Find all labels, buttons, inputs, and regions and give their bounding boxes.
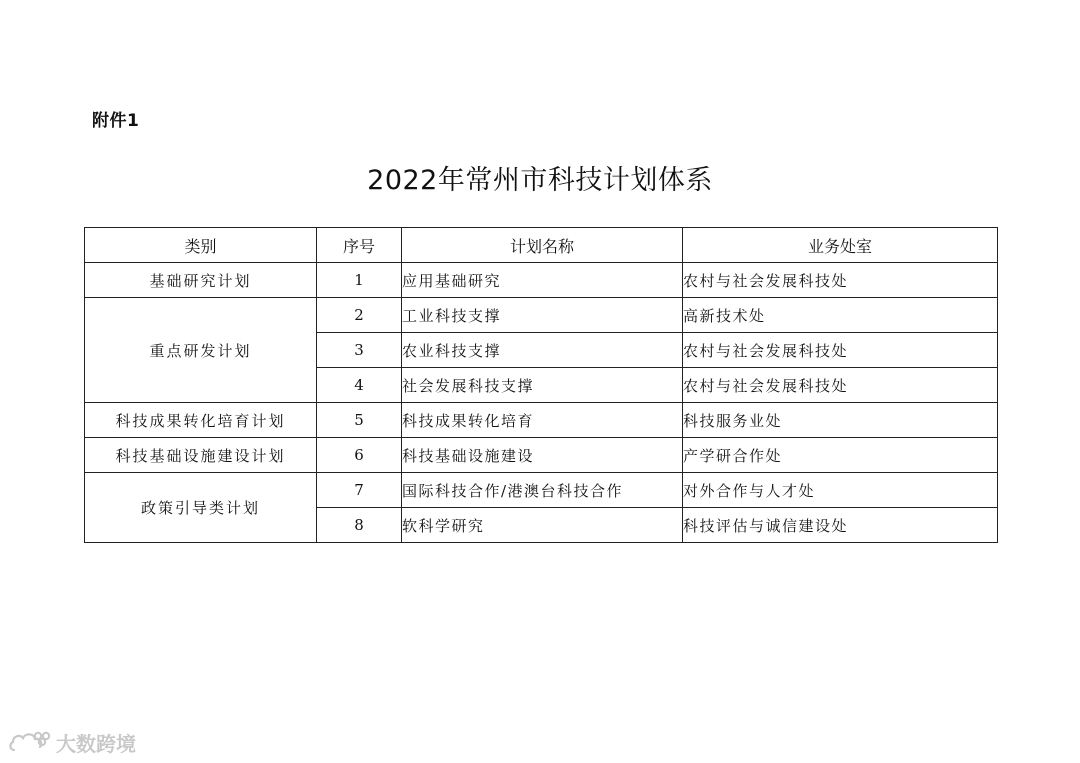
plan-name-cell: 国际科技合作/港澳台科技合作 [402,473,683,508]
plan-name-cell: 工业科技支撑 [402,298,683,333]
number-cell: 7 [317,473,402,508]
plan-name-cell: 科技成果转化培育 [402,403,683,438]
header-number: 序号 [317,228,402,263]
table-row [85,473,998,508]
table-row [85,403,998,438]
header-plan-name: 计划名称 [402,228,683,263]
office-cell: 高新技术处 [683,298,998,333]
table-header-row [85,228,998,263]
office-cell: 科技服务业处 [683,403,998,438]
header-office: 业务处室 [683,228,998,263]
office-cell: 农村与社会发展科技处 [683,333,998,368]
category-cell: 基础研究计划 [85,263,317,298]
number-cell: 8 [317,508,402,543]
number-cell: 5 [317,403,402,438]
plan-name-cell: 社会发展科技支撑 [402,368,683,403]
plan-system-table [84,227,998,543]
plan-name-cell: 科技基础设施建设 [402,438,683,473]
category-cell: 科技基础设施建设计划 [85,438,317,473]
number-cell: 3 [317,333,402,368]
office-cell: 农村与社会发展科技处 [683,263,998,298]
category-cell: 政策引导类计划 [85,473,317,543]
category-cell: 科技成果转化培育计划 [85,403,317,438]
table-row [85,438,998,473]
office-cell: 农村与社会发展科技处 [683,368,998,403]
plan-name-cell: 农业科技支撑 [402,333,683,368]
number-cell: 4 [317,368,402,403]
table-row [85,298,998,333]
category-cell: 重点研发计划 [85,298,317,403]
office-cell: 产学研合作处 [683,438,998,473]
header-category: 类别 [85,228,317,263]
cloud-logo-icon [8,730,52,756]
plan-name-cell: 应用基础研究 [402,263,683,298]
table-row [85,263,998,298]
attachment-label: 附件1 [92,111,140,131]
watermark-text: 大数跨境 [56,732,136,756]
number-cell: 6 [317,438,402,473]
document-title: 2022年常州市科技计划体系 [367,165,713,196]
number-cell: 2 [317,298,402,333]
office-cell: 对外合作与人才处 [683,473,998,508]
office-cell: 科技评估与诚信建设处 [683,508,998,543]
watermark [8,728,136,757]
number-cell: 1 [317,263,402,298]
plan-name-cell: 软科学研究 [402,508,683,543]
